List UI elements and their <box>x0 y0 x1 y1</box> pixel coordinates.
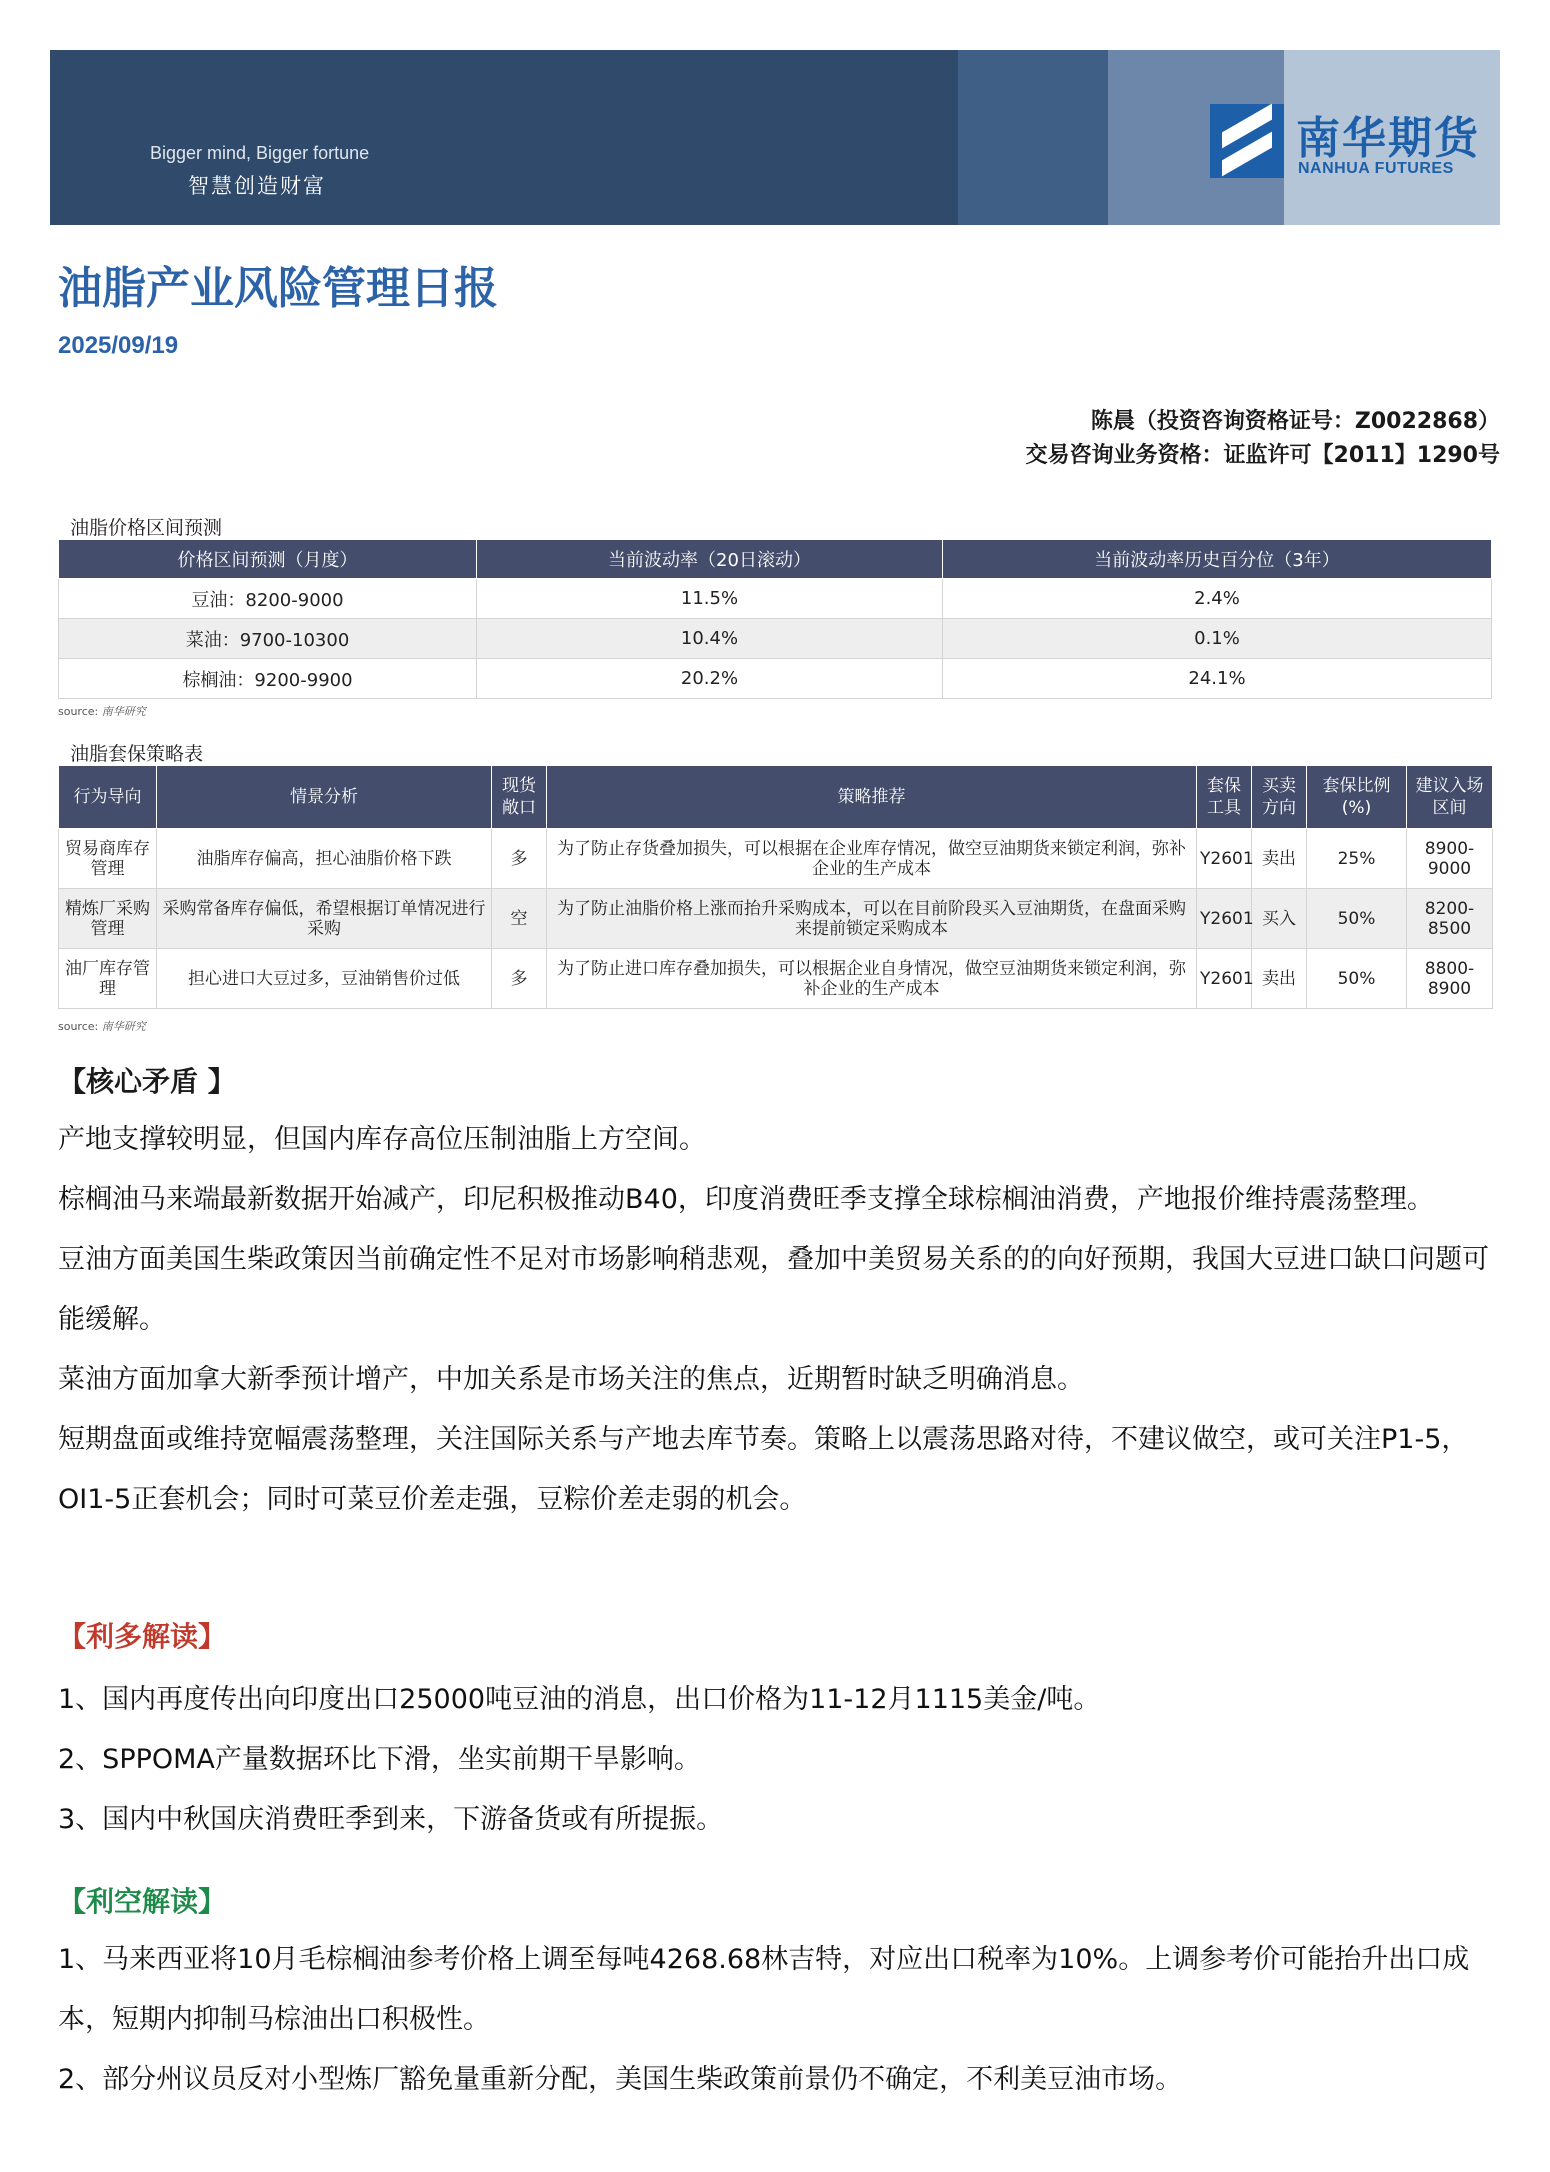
core-body <box>58 1110 1498 1530</box>
core-paragraph: 豆油方面美国生柴政策因当前确定性不足对市场影响稍悲观，叠加中美贸易关系的的向好预期，我国大豆进口缺口问题可能缓解。 <box>58 1244 1489 1335</box>
price-range-table <box>58 539 1492 699</box>
table-cell: 24.1% <box>943 659 1492 699</box>
bearish-body <box>58 1930 1498 2110</box>
table-cell: 2.4% <box>943 579 1492 619</box>
tagline-chinese: 智慧创造财富 <box>188 174 326 198</box>
table-row <box>59 949 1493 1009</box>
table-cell: 油厂库存管理 <box>59 949 157 1009</box>
table-header-cell: 现货敞口 <box>492 766 547 829</box>
bearish-item: 1、马来西亚将10月毛棕榈油参考价格上调至每吨4268.68林吉特，对应出口税率为10%。上调参考价可能抬升出口成本，短期内抑制马棕油出口积极性。 <box>58 1944 1470 2035</box>
table2-label: 油脂套保策略表 <box>70 743 204 765</box>
bullish-item: 2、SPPOMA产量数据环比下滑，坐实前期干旱影响。 <box>58 1744 701 1775</box>
table-cell: 0.1% <box>943 619 1492 659</box>
table-row <box>59 889 1493 949</box>
nanhua-logo-icon <box>1210 104 1284 178</box>
table-cell: 8900-9000 <box>1407 829 1493 889</box>
table-header-cell: 当前波动率（20日滚动） <box>477 540 943 579</box>
table1-label: 油脂价格区间预测 <box>70 517 223 539</box>
bullish-item: 1、国内再度传出向印度出口25000吨豆油的消息，出口价格为11-12月1115美金/吨。 <box>58 1684 1101 1715</box>
table-row <box>59 619 1492 659</box>
table-cell: 50% <box>1307 889 1407 949</box>
table-cell: 菜油：9700-10300 <box>59 619 477 659</box>
table-cell: 买入 <box>1252 889 1307 949</box>
table-header-cell: 套保比例(%) <box>1307 766 1407 829</box>
table1-source <box>58 703 146 719</box>
author-info <box>1026 405 1500 473</box>
table-cell: 8800-8900 <box>1407 949 1493 1009</box>
logo-chinese-name: 南华期货 <box>1296 113 1480 164</box>
table-row <box>59 579 1492 619</box>
source-name: 南华研究 <box>101 1020 146 1033</box>
core-paragraph: 棕榈油马来端最新数据开始减产，印尼积极推动B40，印度消费旺季支撑全球棕榈油消费，产地报价维持震荡整理。 <box>58 1184 1434 1215</box>
table-cell: 多 <box>492 829 547 889</box>
table-header-cell: 行为导向 <box>59 766 157 829</box>
table-cell: 10.4% <box>477 619 943 659</box>
table-cell: 油脂库存偏高，担心油脂价格下跌 <box>157 829 492 889</box>
core-paragraph: 短期盘面或维持宽幅震荡整理，关注国际关系与产地去库节奏。策略上以震荡思路对待，不建议做空，或可关注P1-5，OI1-5正套机会；同时可菜豆价差走强，豆粽价差走弱的机会。 <box>58 1424 1469 1515</box>
table-cell: 棕榈油：9200-9900 <box>59 659 477 699</box>
table-cell: 豆油：8200-9000 <box>59 579 477 619</box>
table-cell: 采购常备库存偏低，希望根据订单情况进行采购 <box>157 889 492 949</box>
source-name: 南华研究 <box>101 705 146 718</box>
table-cell: Y2601 <box>1197 949 1252 1009</box>
header-banner <box>50 50 1500 225</box>
table-cell: 11.5% <box>477 579 943 619</box>
table-header-cell: 价格区间预测（月度） <box>59 540 477 579</box>
core-paragraph: 产地支撑较明显，但国内库存高位压制油脂上方空间。 <box>58 1124 706 1155</box>
table-header-row <box>59 540 1492 579</box>
table-cell: 多 <box>492 949 547 1009</box>
table-cell: Y2601 <box>1197 829 1252 889</box>
table-header-cell: 当前波动率历史百分位（3年） <box>943 540 1492 579</box>
bullish-body <box>58 1670 1498 1850</box>
nanhua-logo <box>1210 102 1490 192</box>
bearish-heading: 【利空解读】 <box>58 1885 227 1918</box>
source-prefix: source: <box>58 705 99 718</box>
business-license: 交易咨询业务资格：证监许可【2011】1290号 <box>1025 443 1500 468</box>
report-date: 2025/09/19 <box>58 332 179 359</box>
table-cell: 20.2% <box>477 659 943 699</box>
table-cell: 担心进口大豆过多，豆油销售价过低 <box>157 949 492 1009</box>
table-cell: 25% <box>1307 829 1407 889</box>
tagline-english: Bigger mind, Bigger fortune <box>150 143 370 163</box>
table-cell: 贸易商库存管理 <box>59 829 157 889</box>
table-cell: 50% <box>1307 949 1407 1009</box>
table-cell: 为了防止进口库存叠加损失，可以根据企业自身情况，做空豆油期货来锁定利润，弥补企业的生产成本 <box>547 949 1197 1009</box>
table-header-cell: 建议入场区间 <box>1407 766 1493 829</box>
table-cell: 为了防止存货叠加损失，可以根据在企业库存情况，做空豆油期货来锁定利润，弥补企业的生产成本 <box>547 829 1197 889</box>
core-paragraph: 菜油方面加拿大新季预计增产，中加关系是市场关注的焦点，近期暂时缺乏明确消息。 <box>58 1364 1084 1395</box>
table-row <box>59 829 1493 889</box>
table2-source <box>58 1018 146 1034</box>
table-cell: 卖出 <box>1252 829 1307 889</box>
bullish-heading: 【利多解读】 <box>58 1620 227 1653</box>
source-prefix: source: <box>58 1020 99 1033</box>
table-cell: 卖出 <box>1252 949 1307 1009</box>
table-header-row <box>59 766 1493 829</box>
bearish-item: 2、部分州议员反对小型炼厂豁免量重新分配，美国生柴政策前景仍不确定，不利美豆油市场。 <box>58 2064 1183 2095</box>
table-row <box>59 659 1492 699</box>
table-header-cell: 策略推荐 <box>547 766 1197 829</box>
table-cell: 为了防止油脂价格上涨而抬升采购成本，可以在目前阶段买入豆油期货，在盘面采购来提前锁定采购成本 <box>547 889 1197 949</box>
table-cell: 8200-8500 <box>1407 889 1493 949</box>
bullish-item: 3、国内中秋国庆消费旺季到来，下游备货或有所提振。 <box>58 1804 724 1835</box>
table-cell: 空 <box>492 889 547 949</box>
report-title: 油脂产业风险管理日报 <box>58 263 498 314</box>
author-license: 陈晨（投资咨询资格证号：Z0022868） <box>1090 409 1500 434</box>
table-cell: 精炼厂采购管理 <box>59 889 157 949</box>
core-heading: 【核心矛盾 】 <box>58 1065 236 1098</box>
table-header-cell: 情景分析 <box>157 766 492 829</box>
table-header-cell: 买卖方向 <box>1252 766 1307 829</box>
table-cell: Y2601 <box>1197 889 1252 949</box>
table-header-cell: 套保工具 <box>1197 766 1252 829</box>
banner-band <box>958 50 1108 225</box>
logo-english-name: NANHUA FUTURES <box>1298 160 1454 177</box>
hedging-strategy-table <box>58 765 1493 1009</box>
